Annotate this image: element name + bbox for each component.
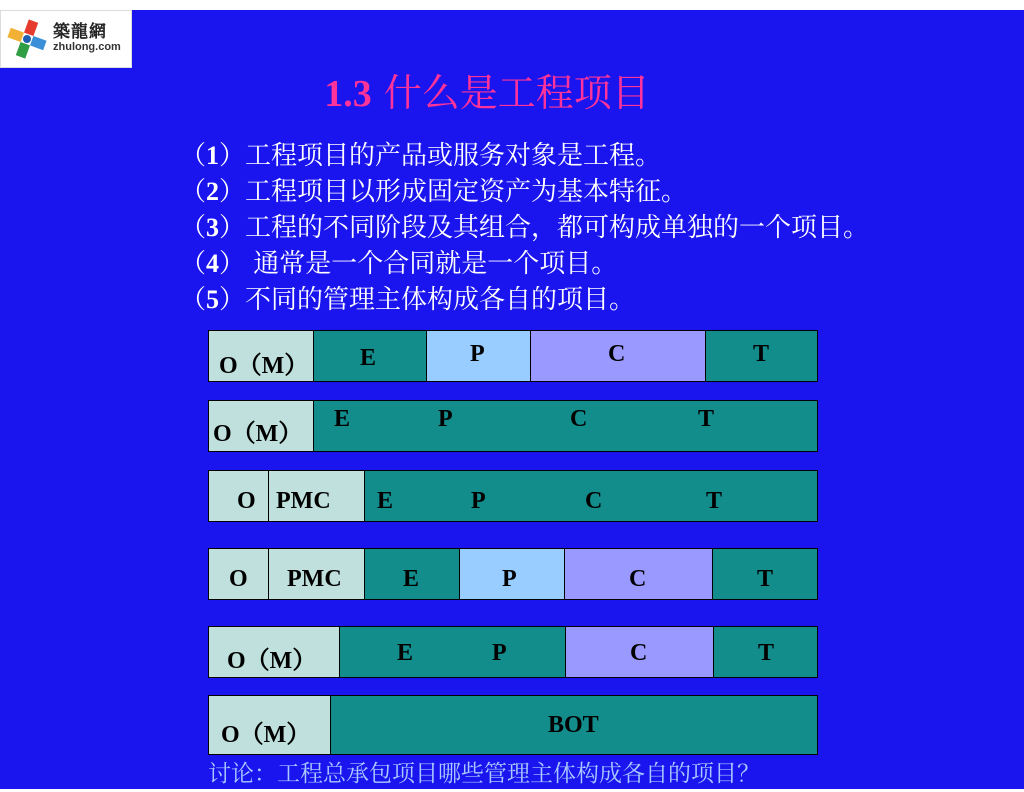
procurement-cell: P	[427, 331, 531, 381]
testing-cell: T	[706, 331, 817, 381]
discussion-question: 讨论：工程总承包项目哪些管理主体构成各自的项目？	[208, 761, 760, 787]
testing-cell: T	[713, 549, 817, 599]
bot-cell: BOT	[331, 696, 817, 754]
construction-cell: C	[566, 627, 714, 677]
testing-cell: T	[714, 627, 817, 677]
owner-cell: O	[209, 549, 269, 599]
point-number: 4	[206, 249, 220, 278]
logo-domain: zhulong.com	[53, 41, 121, 53]
point-text: 工程项目的产品或服务对象是工程。	[245, 141, 662, 171]
epct-cell: E P C T	[314, 401, 817, 451]
pmc-cell: PMC	[269, 471, 365, 521]
point-number: 3	[206, 213, 220, 242]
zhulong-logo	[0, 10, 132, 68]
point-item: （2）工程项目以形成固定资产为基本特征。	[180, 177, 688, 207]
stage-row-2	[208, 400, 818, 452]
title-text: 什么是工程项目	[383, 71, 650, 115]
point-item: （5）不同的管理主体构成各自的项目。	[180, 285, 636, 315]
stage-row-3	[208, 470, 818, 522]
point-list	[180, 138, 869, 318]
point-number: 2	[206, 177, 220, 206]
procurement-cell: P	[460, 549, 565, 599]
stage-row-1	[208, 330, 818, 382]
design-procurement-cell: E P	[340, 627, 566, 677]
design-cell: E	[314, 331, 427, 381]
point-text: 工程项目以形成固定资产为基本特征。	[245, 177, 688, 207]
point-text: 不同的管理主体构成各自的项目。	[245, 285, 636, 315]
pmc-cell: PMC	[269, 549, 365, 599]
owner-cell: O（M）	[209, 627, 340, 677]
construction-cell: C	[565, 549, 713, 599]
point-number: 5	[206, 285, 220, 314]
point-item: （3）工程的不同阶段及其组合，都可构成单独的一个项目。	[180, 213, 870, 243]
owner-cell: O（M）	[209, 401, 314, 451]
construction-cell: C	[531, 331, 706, 381]
slide	[0, 10, 1024, 789]
point-text: 工程的不同阶段及其组合，都可构成单独的一个项目。	[245, 213, 870, 243]
point-item: （4） 通常是一个合同就是一个项目。	[180, 249, 618, 279]
point-number: 1	[206, 141, 220, 170]
logo-name: 築龍網	[53, 22, 107, 42]
stage-row-6	[208, 695, 818, 755]
title-number: 1.3	[324, 73, 372, 115]
owner-cell: O（M）	[209, 696, 331, 754]
stage-row-4	[208, 548, 818, 600]
owner-cell: O	[209, 471, 269, 521]
point-item: （1）工程项目的产品或服务对象是工程。	[180, 141, 662, 171]
point-text: 通常是一个合同就是一个项目。	[245, 249, 618, 279]
owner-cell: O（M）	[209, 331, 314, 381]
epct-cell: E P C T	[365, 471, 817, 521]
pinwheel-icon	[5, 17, 49, 61]
slide-title	[0, 62, 974, 117]
stage-row-5	[208, 626, 818, 678]
design-cell: E	[365, 549, 460, 599]
